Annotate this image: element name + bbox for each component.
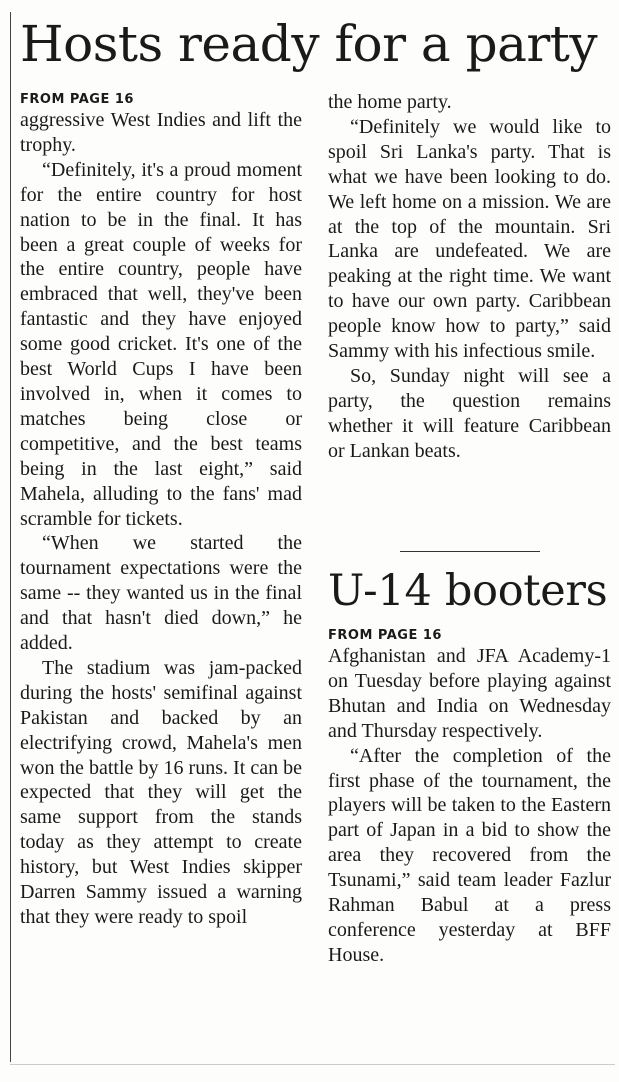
article-column-2 bbox=[328, 90, 611, 464]
paragraph: “Definitely, it's a proud moment for the entire country for host nation to be in the final. It has been a great couple of weeks for the entire country, people have embraced that well, they've been fantastic and they have enjoyed some good cricket. It's one of the best World Cups I have been involved in, when it comes to matches being close or competitive, and the best teams being in the last eight,” said Mahela, alluding to the fans' mad scramble for tickets. bbox=[20, 158, 302, 530]
paragraph: “After the completion of the first phase of the tournament, the players will be taken to the Eastern part of Japan in a bid to show the area they recovered from the Tsunami,” said team leader Fazlur Rahman Babul at a press conference yesterday at BFF House. bbox=[328, 744, 611, 966]
second-article-body bbox=[328, 628, 611, 968]
column-rule-left bbox=[10, 12, 11, 1062]
paragraph: “When we started the tournament expectations were the same -- they wanted us in the final and that hasn't died down,” he added. bbox=[20, 532, 302, 655]
continuation-kicker: FROM PAGE 16 bbox=[20, 92, 134, 107]
article-divider bbox=[400, 551, 540, 552]
article-column-1 bbox=[20, 92, 302, 930]
paragraph: “Definitely we would like to spoil Sri Lanka's party. That is what we have been looking to do. We left home on a mission. We are at the top of the mountain. Sri Lanka are undefeated. We are peaking at the right time. We want to have our own party. Caribbean people know how to party,” said Sammy with his infectious smile. bbox=[328, 115, 611, 363]
continuation-kicker: FROM PAGE 16 bbox=[328, 628, 442, 643]
second-article-headline: U-14 booters bbox=[328, 566, 608, 616]
paragraph: Afghanistan and JFA Academy-1 on Tuesday before playing against Bhutan and India on Wednesday and Thursday respectively. bbox=[328, 645, 611, 742]
paragraph: So, Sunday night will see a party, the question remains whether it will feature Caribbean or Lankan beats. bbox=[328, 364, 611, 462]
paragraph: the home party. bbox=[328, 91, 452, 113]
bottom-rule bbox=[10, 1064, 615, 1065]
article-headline: Hosts ready for a party bbox=[20, 15, 598, 73]
paragraph: aggressive West Indies and lift the trophy. bbox=[20, 109, 302, 156]
paragraph: The stadium was jam-packed during the hosts' semifinal against Pakistan and backed by an electrifying crowd, Mahela's men won the battle by 16 runs. It can be expected that they will get the same support from the stands today as they attempt to create history, but West Indies skipper Darren Sammy issued a warning that they were ready to spoil bbox=[20, 656, 302, 928]
